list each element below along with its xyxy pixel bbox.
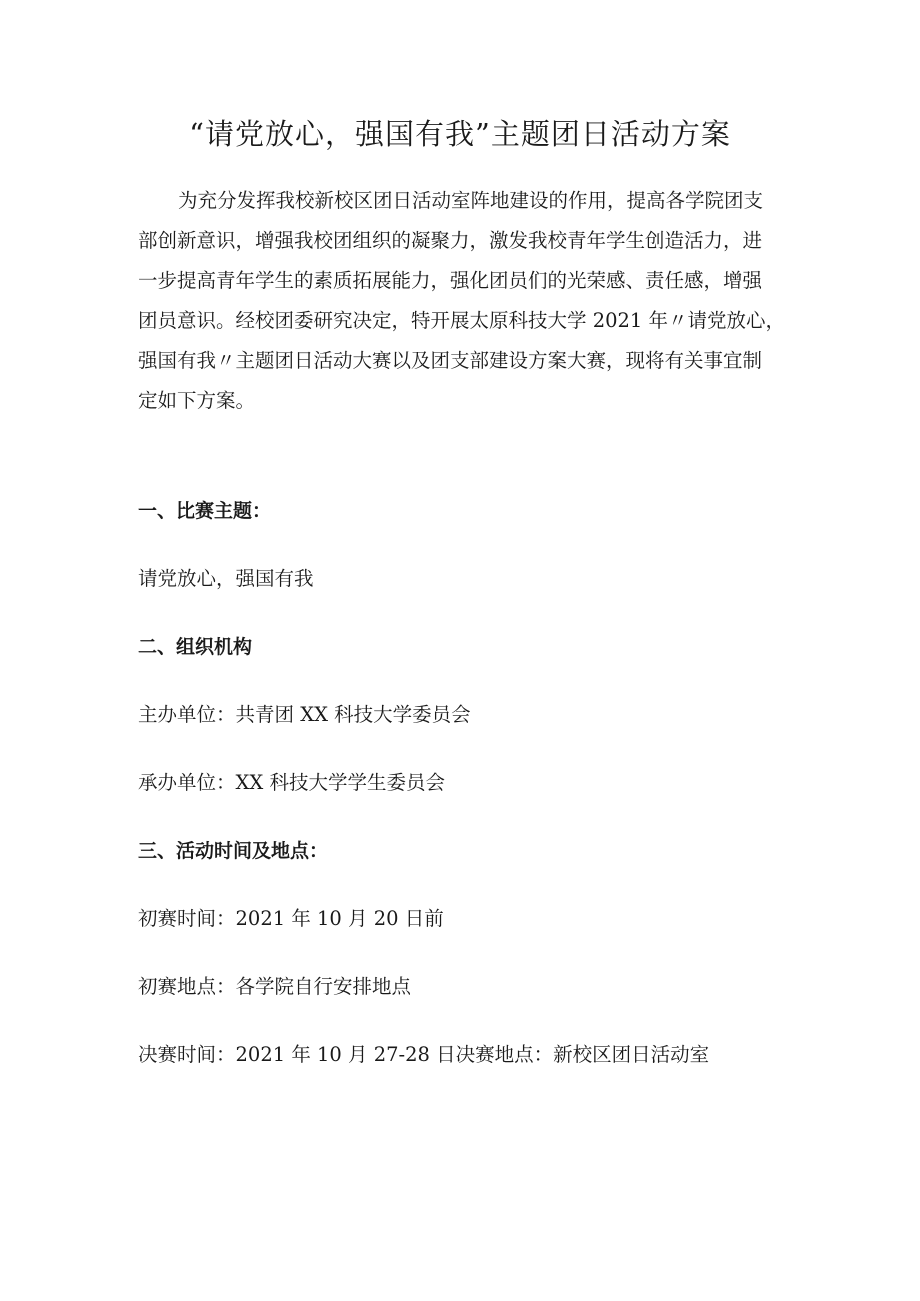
section-heading-time-place: 三、活动时间及地点： [138,840,329,862]
intro-line: 部创新意识，增强我校团组织的凝聚力，激发我校青年学生创造活力，进 [138,229,763,252]
intro-paragraph [138,181,788,421]
host-unit: 主办单位：共青团 XX 科技大学委员会 [138,703,471,726]
document-title: “请党放心，强国有我”主题团日活动方案 [189,117,731,151]
intro-line: 一步提高青年学生的素质拓展能力，强化团员们的光荣感、责任感，增强 [138,269,763,292]
prelim-time: 初赛时间：2021 年 10 月 20 日前 [138,907,444,930]
section-heading-organization: 二、组织机构 [138,636,253,658]
theme-text: 请党放心，强国有我 [138,567,314,590]
intro-line: 定如下方案。 [138,389,256,412]
intro-line: 为充分发挥我校新校区团日活动室阵地建设的作用，提高各学院团支 [178,189,764,212]
section-heading-theme: 一、比赛主题： [138,500,272,522]
prelim-place: 初赛地点：各学院自行安排地点 [138,975,412,998]
intro-line: 强国有我〃主题团日活动大赛以及团支部建设方案大赛，现将有关事宜制 [138,349,763,372]
organizer-unit: 承办单位：XX 科技大学学生委员会 [138,771,445,794]
final-time-place: 决赛时间：2021 年 10 月 27-28 日决赛地点：新校区团日活动室 [138,1043,710,1066]
intro-line: 团员意识。经校团委研究决定，特开展太原科技大学 2021 年〃请党放心， [138,309,786,332]
